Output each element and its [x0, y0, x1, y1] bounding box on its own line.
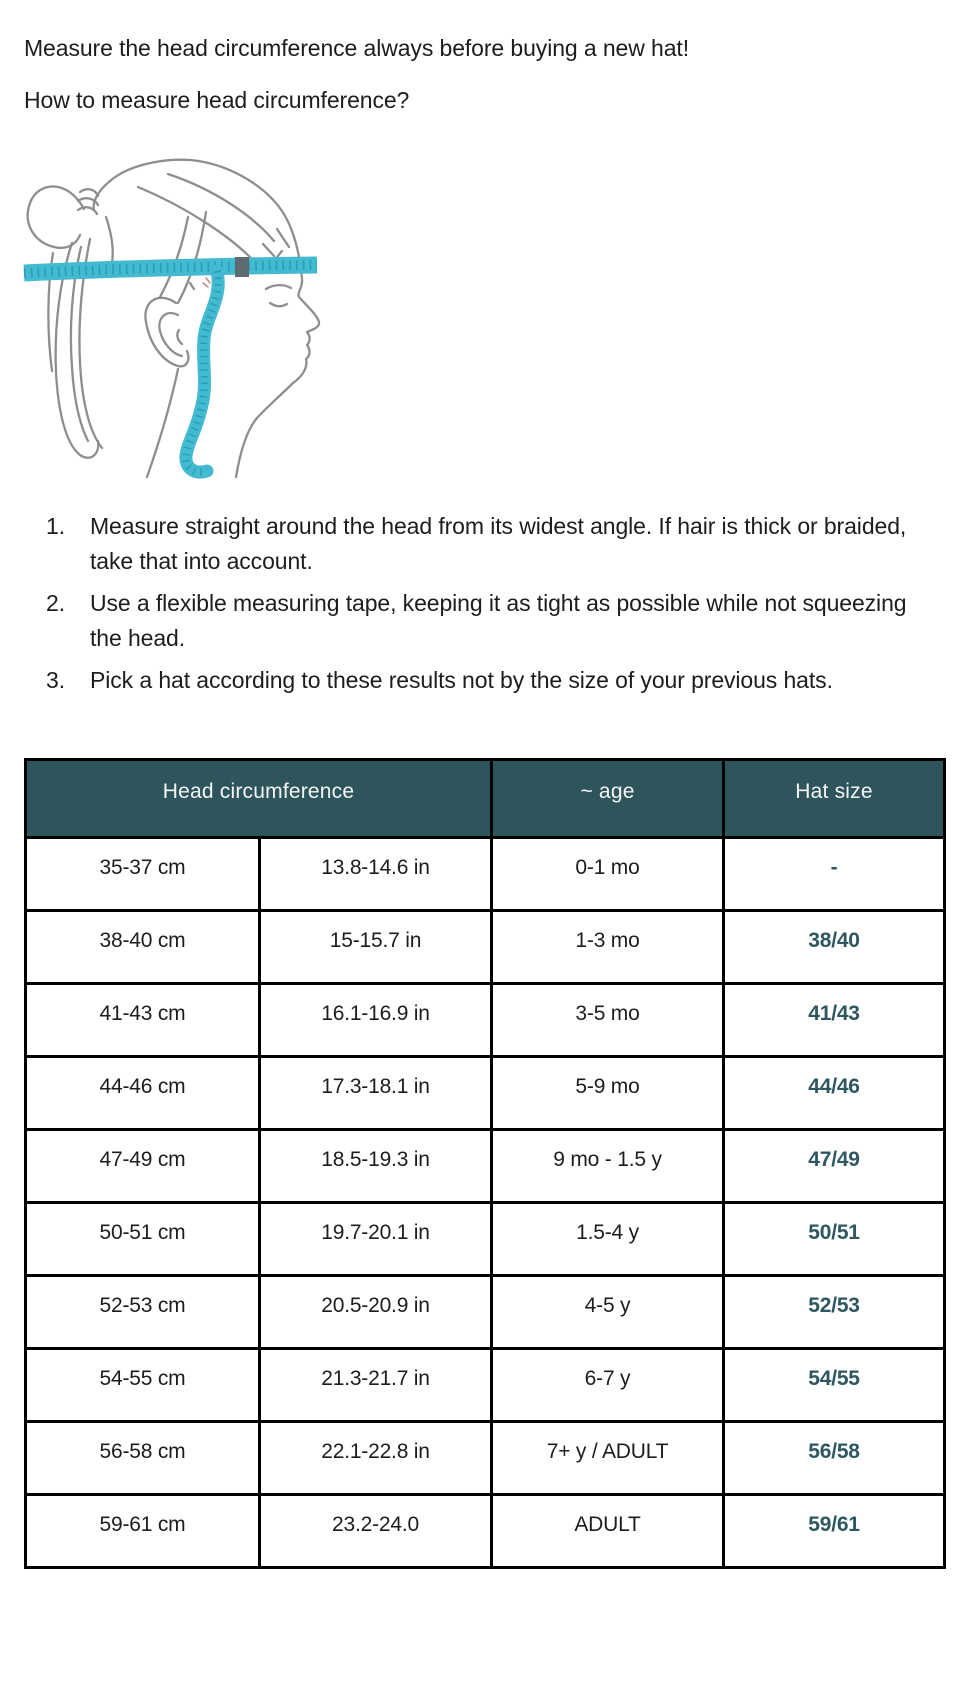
- instruction-text: Measure straight around the head from its widest angle. If hair is thick or braided, take that into account.: [90, 513, 907, 574]
- skull-back-outline: [94, 160, 190, 210]
- cell-circumference-in: 23.2-24.0: [260, 1495, 492, 1568]
- table-header-row: [26, 760, 945, 838]
- cell-age: 6-7 y: [492, 1349, 724, 1422]
- how-to-measure-heading: How to measure head circumference?: [24, 87, 410, 113]
- ear-inner: [159, 313, 182, 356]
- instruction-number: 2.: [46, 590, 65, 616]
- cell-age: 1-3 mo: [492, 911, 724, 984]
- cell-circumference-cm: 54-55 cm: [26, 1349, 260, 1422]
- size-table-row: [26, 1203, 945, 1276]
- instruction-item: [46, 509, 942, 579]
- cell-age: ADULT: [492, 1495, 724, 1568]
- cell-age: 3-5 mo: [492, 984, 724, 1057]
- cell-hat-size: 50/51: [724, 1203, 945, 1276]
- cell-hat-size: 47/49: [724, 1130, 945, 1203]
- size-table-row: [26, 1495, 945, 1568]
- temple-mark: [190, 283, 194, 289]
- hat-size-table: [24, 758, 946, 1569]
- hair-side-strand: [178, 212, 206, 303]
- cell-hat-size: 44/46: [724, 1057, 945, 1130]
- cell-circumference-in: 16.1-16.9 in: [260, 984, 492, 1057]
- cell-circumference-cm: 59-61 cm: [26, 1495, 260, 1568]
- cell-circumference-in: 19.7-20.1 in: [260, 1203, 492, 1276]
- cell-circumference-in: 17.3-18.1 in: [260, 1057, 492, 1130]
- cell-circumference-cm: 41-43 cm: [26, 984, 260, 1057]
- cell-circumference-in: 22.1-22.8 in: [260, 1422, 492, 1495]
- size-table-row: [26, 1276, 945, 1349]
- cell-age: 0-1 mo: [492, 838, 724, 911]
- cell-circumference-in: 18.5-19.3 in: [260, 1130, 492, 1203]
- size-table-row: [26, 1349, 945, 1422]
- header-hat-size: Hat size: [724, 760, 945, 838]
- tape-band: [24, 265, 317, 273]
- page-title: Measure the head circumference always before buying a new hat!: [24, 35, 690, 61]
- cell-circumference-in: 15-15.7 in: [260, 911, 492, 984]
- cell-age: 1.5-4 y: [492, 1203, 724, 1276]
- neck-back-line: [147, 369, 178, 477]
- cell-age: 7+ y / ADULT: [492, 1422, 724, 1495]
- measurement-instructions: [24, 509, 942, 698]
- cell-circumference-cm: 35-37 cm: [26, 838, 260, 911]
- header-age: ~ age: [492, 760, 724, 838]
- cell-circumference-cm: 47-49 cm: [26, 1130, 260, 1203]
- cell-hat-size: 38/40: [724, 911, 945, 984]
- size-table-row: [26, 984, 945, 1057]
- cell-hat-size: 41/43: [724, 984, 945, 1057]
- cell-hat-size: -: [724, 838, 945, 911]
- cell-circumference-in: 21.3-21.7 in: [260, 1349, 492, 1422]
- hair-tie: [80, 189, 98, 196]
- ear-detail: [177, 330, 182, 344]
- cell-hat-size: 59/61: [724, 1495, 945, 1568]
- cell-age: 5-9 mo: [492, 1057, 724, 1130]
- size-table-row: [26, 1130, 945, 1203]
- cell-circumference-in: 13.8-14.6 in: [260, 838, 492, 911]
- size-guide-page: [0, 33, 966, 1569]
- instruction-item: [46, 663, 942, 698]
- cell-hat-size: 52/53: [724, 1276, 945, 1349]
- eye: [270, 303, 287, 306]
- header-head-circumference: Head circumference: [26, 760, 492, 838]
- cell-hat-size: 56/58: [724, 1422, 945, 1495]
- cell-circumference-cm: 56-58 cm: [26, 1422, 260, 1495]
- cell-circumference-cm: 44-46 cm: [26, 1057, 260, 1130]
- cell-age: 9 mo - 1.5 y: [492, 1130, 724, 1203]
- hair-strand: [138, 187, 252, 259]
- size-table-row: [26, 911, 945, 984]
- hair-fringe: [277, 229, 289, 247]
- hair-side-strand: [160, 217, 188, 297]
- hair-fringe: [263, 244, 274, 256]
- size-table-row: [26, 1057, 945, 1130]
- instruction-item: [46, 586, 942, 656]
- ponytail-loop: [28, 186, 84, 247]
- instruction-text: Pick a hat according to these results not by the size of your previous hats.: [90, 667, 833, 693]
- size-table-row: [26, 838, 945, 911]
- eyebrow: [266, 285, 291, 289]
- instruction-number: 3.: [46, 667, 65, 693]
- cell-age: 4-5 y: [492, 1276, 724, 1349]
- cell-circumference-cm: 50-51 cm: [26, 1203, 260, 1276]
- instruction-number: 1.: [46, 513, 65, 539]
- size-table-row: [26, 1422, 945, 1495]
- cell-hat-size: 54/55: [724, 1349, 945, 1422]
- nape-hair: [106, 217, 113, 263]
- instruction-text: Use a flexible measuring tape, keeping it as tight as possible while not squeezing the head.: [90, 590, 907, 651]
- head-with-tape-drawing: [15, 157, 335, 479]
- cell-circumference-cm: 52-53 cm: [26, 1276, 260, 1349]
- head-measurement-illustration: [15, 157, 335, 479]
- cell-circumference-cm: 38-40 cm: [26, 911, 260, 984]
- skin-crease-mark: [203, 278, 210, 287]
- cell-circumference-in: 20.5-20.9 in: [260, 1276, 492, 1349]
